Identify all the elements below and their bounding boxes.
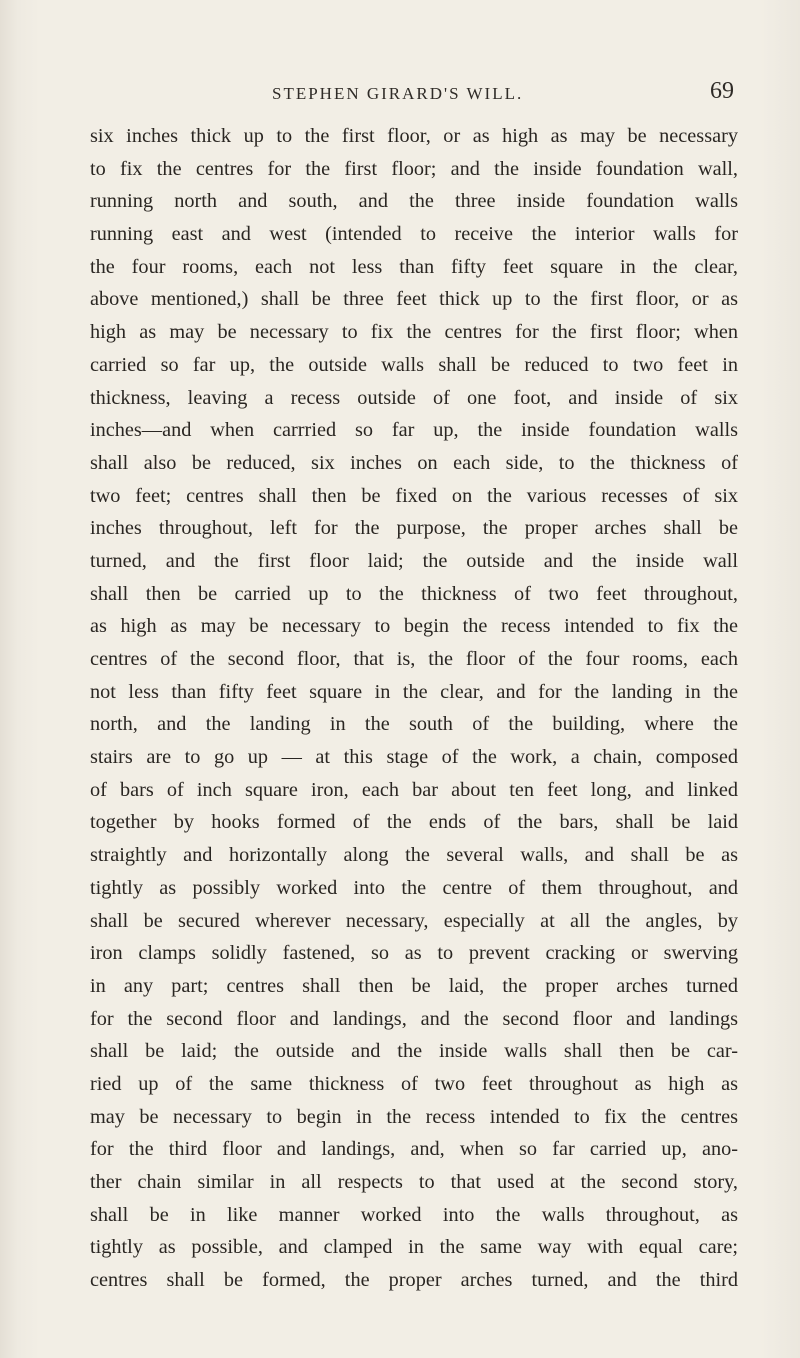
- text-line: carried so far up, the outside walls shall be reduced to two feet in: [90, 353, 738, 376]
- text-line: above mentioned,) shall be three feet thick up to the first floor, or as: [90, 288, 738, 311]
- page-number: 69: [710, 78, 734, 104]
- text-line: the four rooms, each not less than fifty feet square in the clear,: [90, 255, 738, 278]
- text-line: thickness, leaving a recess outside of one foot, and inside of six: [90, 386, 738, 409]
- text-line: turned, and the first floor laid; the outside and the inside wall: [90, 549, 738, 572]
- text-line: as high as may be necessary to begin the recess intended to fix the: [90, 615, 738, 638]
- text-line: tightly as possibly worked into the centre of them throughout, and: [90, 876, 738, 899]
- text-line: shall also be reduced, six inches on each side, to the thickness of: [90, 451, 738, 474]
- text-line: centres of the second floor, that is, the floor of the four rooms, each: [90, 648, 738, 670]
- text-line: of bars of inch square iron, each bar about ten feet long, and linked: [90, 778, 738, 801]
- text-line: north, and the landing in the south of the building, where the: [90, 713, 738, 736]
- text-line: to fix the centres for the first floor; and the inside foundation wall,: [90, 157, 738, 180]
- text-line: inches—and when carrried so far up, the inside foundation walls: [90, 419, 738, 442]
- running-title: STEPHEN GIRARD'S WILL.: [272, 84, 524, 103]
- text-line: together by hooks formed of the ends of the bars, shall be laid: [90, 811, 738, 834]
- text-line: for the third floor and landings, and, when so far carried up, ano-: [90, 1138, 738, 1161]
- text-line: tightly as possible, and clamped in the same way with equal care;: [90, 1236, 738, 1259]
- text-line: running east and west (intended to receive the interior walls for: [90, 223, 738, 246]
- text-line: shall be in like manner worked into the walls throughout, as: [90, 1203, 738, 1226]
- text-line: shall be secured wherever necessary, especially at all the angles, by: [90, 909, 738, 932]
- text-line: iron clamps solidly fastened, so as to prevent cracking or swerving: [90, 942, 738, 965]
- text-line: running north and south, and the three inside foundation walls: [90, 190, 738, 213]
- page-header: [0, 70, 800, 110]
- text-line: shall then be carried up to the thickness of two feet throughout,: [90, 582, 738, 605]
- text-line: two feet; centres shall then be fixed on the various recesses of six: [90, 484, 738, 507]
- text-line: shall be laid; the outside and the inside walls shall then be car-: [90, 1040, 738, 1063]
- text-line: six inches thick up to the first floor, or as high as may be necessary: [90, 125, 738, 147]
- text-line: not less than fifty feet square in the clear, and for the landing in the: [90, 680, 738, 703]
- text-line: may be necessary to begin in the recess intended to fix the centres: [90, 1105, 738, 1128]
- text-line: for the second floor and landings, and the second floor and landings: [90, 1007, 738, 1030]
- text-line: ther chain similar in all respects to that used at the second story,: [90, 1171, 738, 1193]
- text-line: stairs are to go up — at this stage of the work, a chain, composed: [90, 746, 738, 769]
- text-line: centres shall be formed, the proper arches turned, and the third: [90, 1269, 738, 1292]
- text-line: in any part; centres shall then be laid, the proper arches turned: [90, 974, 738, 997]
- text-line: ried up of the same thickness of two feet throughout as high as: [90, 1072, 738, 1095]
- text-line: inches throughout, left for the purpose, the proper arches shall be: [90, 517, 738, 540]
- body-text: [90, 120, 738, 1297]
- text-line: high as may be necessary to fix the centres for the first floor; when: [90, 321, 738, 344]
- text-line: straightly and horizontally along the several walls, and shall be as: [90, 844, 738, 867]
